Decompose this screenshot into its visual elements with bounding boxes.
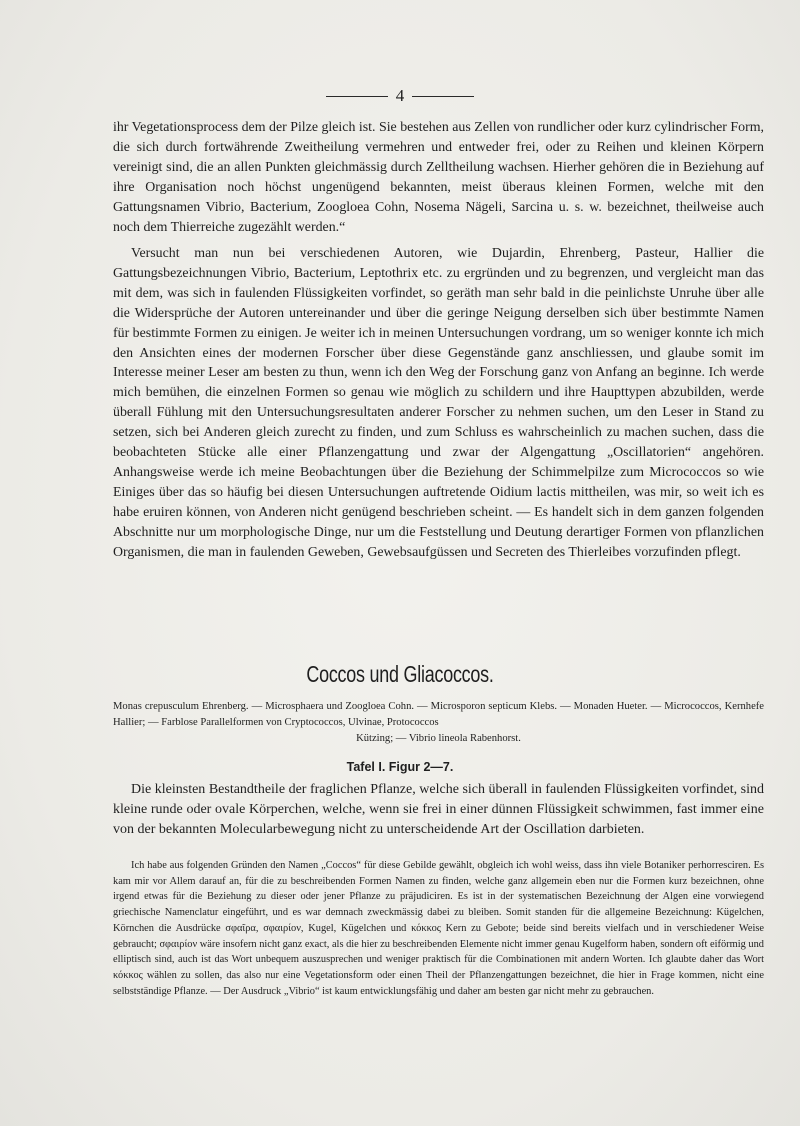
header-rule-left xyxy=(326,96,388,97)
paragraph-b-text: Versucht man nun bei verschiedenen Autoren, wie Dujardin, Ehrenberg, Pasteur, Hallier die Gattungsbezeichnungen Vibrio, Bacterium, Leptothrix etc. zu ergründen und zu begrenzen, und vergleicht man das mit dem, was sich in faulenden Flüssigkeiten vorfindet, so geräth man sehr bald in die peinlichste Unruhe über alle die Widersprüche der Autoren untereinander und über die geringe Neigung derselben sich über bestimmte Namen für bestimmte Formen zu einigen. Je weiter ich in meinen Untersuchungen vordrang, um so weniger konnte ich mich den Ansichten eines der modernen Forscher über diese Gegenstände ganz anschliessen, und glaube somit im Interesse meiner Leser am besten zu thun, wenn ich den Weg der Forschung ganz von Anfang an beginne. Ich werde mich bemühen, die einzelnen Formen so genau wie möglich zu schildern und ihre Haupttypen abzubilden, werde überall Fühlung mit den Untersuchungsresultaten anderer Forscher zu nehmen suchen, um den Leser in Stand zu setzen, sich bei Anderen gleich zurecht zu finden, und zum Schluss es wahrscheinlich zu machen suchen, dass die beobachteten Stücke alle einer Pflanzengattung und zwar der Algengattung „Oscillatorien“ angehören. Anhangsweise werde ich meine Beobachtungen über die Beziehung der Schimmelpilze zum Micrococcos so wie Einiges über das so häufig bei diesen Untersuchungen auftretende Oidium lactis mittheilen, was mir, so weit ich es habe eruiren können, von Anderen nicht genügend beschrieben scheint. — Es handelt sich in dem ganzen folgenden Abschnitte nur um morphologische Dinge, nur um die Feststellung und Deutung derartiger Formen von pflanzlichen Organismen, die man in faulenden Geweben, Gewebsaufgüssen und Secreten des Thierleibes vorzufinden pflegt. xyxy=(113,246,764,560)
plate-reference: Tafel I. Figur 2—7. xyxy=(346,760,454,774)
paragraph-c-text: Die kleinsten Bestandtheile der fraglichen Pflanze, welche sich überall in faulenden Flüssigkeiten vorfindet, sind kleine runde oder ovale Körperchen, welche, wenn sie frei in einer dünnen Flüssigkeit schwimmen, fast immer eine von der bekannten Molecularbewegung nicht zu unterscheidende Art der Oscillation darbieten. xyxy=(113,782,764,837)
paragraph-continuation xyxy=(113,118,764,237)
section-title: Coccos und Gliacoccos. xyxy=(306,661,494,687)
synonyms-line-2: Kützing; — Vibrio lineola Rabenhorst. xyxy=(356,733,521,744)
paragraph-a-text: ihr Vegetationsprocess dem der Pilze gleich ist. Sie bestehen aus Zellen von rundlicher oder kurz cylindrischer Form, die sich durch fortwährende Zweitheilung vermehren und entweder frei, oder zu Reihen und kleinen Körpern vereinigt sind, die an allen Punkten gleichmässig durch Zelltheilung wachsen. Hierher gehören die in Beziehung auf ihre Organisation noch höchst ungenügend bekannten, meist überaus kleinen Formen, welche mit den Gattungsnamen Vibrio, Bacterium, Zoogloea Cohn, Nosema Nägeli, Sarcina u. s. w. bezeichnet, theilweise auch noch dem Thierreiche zugezählt werden.“ xyxy=(113,120,764,235)
footnote xyxy=(113,858,764,999)
synonym-list xyxy=(113,699,764,747)
page-header xyxy=(0,86,800,106)
footnote-text: Ich habe aus folgenden Gründen den Namen „Coccos“ für diese Gebilde gewählt, obgleich ich wohl weiss, dass ihn viele Botaniker perhorresciren. Es kam mir vor Allem darauf an, für die zu beschreibenden Formen Namen zu finden, welche ganz allgemein eben nur die Formen kurz bezeichnen, ohne irgend etwas für die Beziehung zu dieser oder jener Pflanze zu präjudiciren. Es ist in der systematischen Bezeichnung der Algen eine vorwiegend griechische Namenclatur eingeführt, und es war demnach zweckmässig dabei zu bleiben. Somit standen für die allgemeine Bezeichnung: Kügelchen, Körnchen die Ausdrücke σφαῖρα, σφαιρίον, Kugel, Kügelchen und κόκκος Kern zu Gebote; beide sind bereits vielfach und in verschiedener Weise gebraucht; σφαιρίον wäre insofern nicht ganz exact, als die hier zu beschreibenden Elemente nicht immer genau Kugelform haben, sondern oft eiförmig und elliptisch sind, auch ist das Wort unbequem auszusprechen und weniger praktisch für die Combinationen mit andern Worten. Ich glaubte daher das Wort κόκκος wählen zu sollen, das also nur eine Vegetationsform oder einen Theil der Pflanzengattungen bezeichnet, die hier in Frage kommen, nicht eine selbstständige Pflanze. — Der Ausdruck „Vibrio“ ist kaum entwicklungsfähig und daher am besten gar nicht mehr zu gebrauchen. xyxy=(113,860,764,997)
page-number: 4 xyxy=(395,86,405,105)
header-rule-right xyxy=(412,96,474,97)
paragraph-authors xyxy=(113,244,764,563)
synonyms-line-1: Monas crepusculum Ehrenberg. — Microsphaera und Zoogloea Cohn. — Microsporon septicum Klebs. — Monaden Hueter. — Micrococcos, Kernhefe Hallier; — Farblose Parallelformen von Cryptococcos, Ulvinae, Protococcos xyxy=(113,701,764,728)
paragraph-description xyxy=(113,780,764,840)
